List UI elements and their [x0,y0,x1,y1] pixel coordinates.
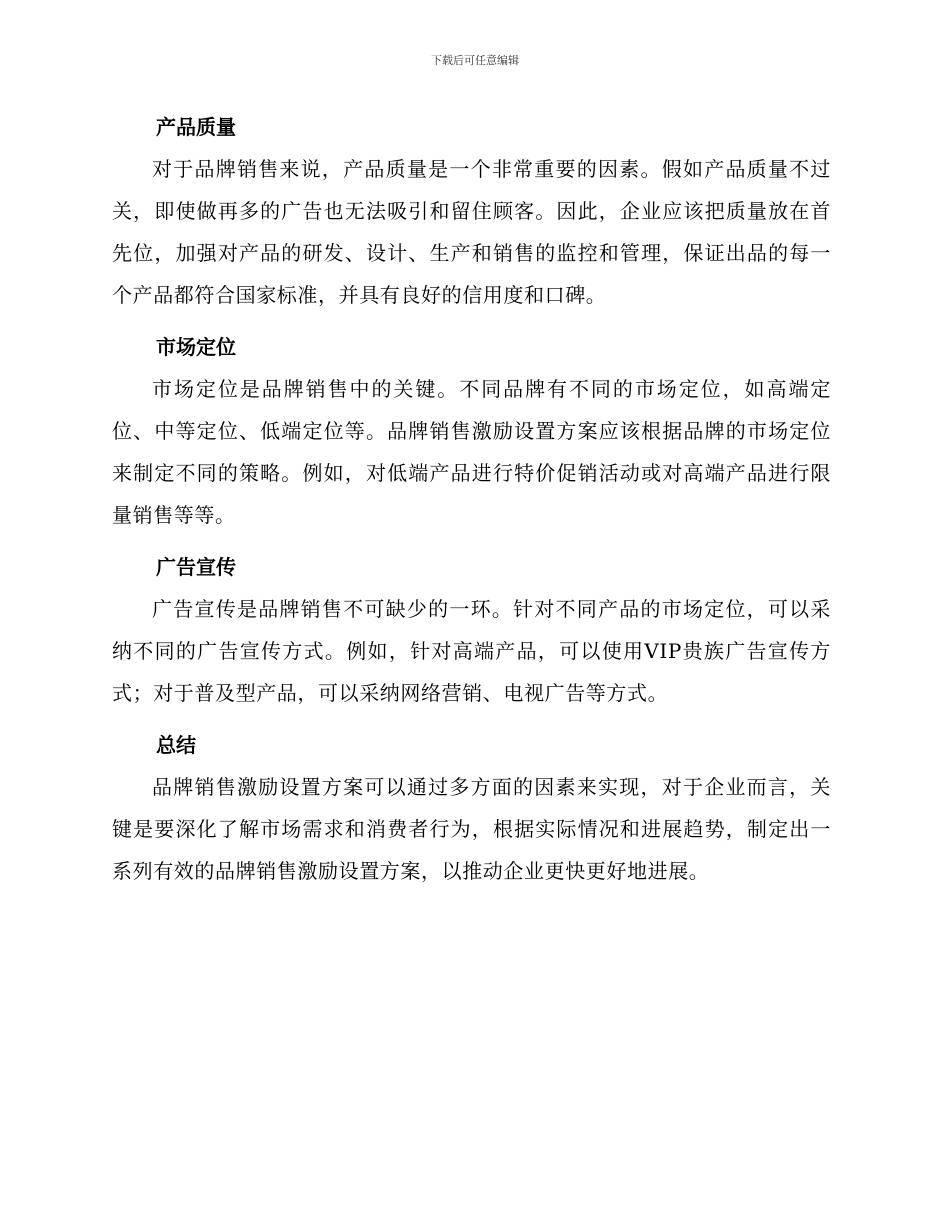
section-heading: 市场定位 [156,335,236,359]
section-heading: 总结 [156,733,196,757]
section-advertising [112,546,831,714]
section-paragraph: 市场定位是品牌销售中的关键。不同品牌有不同的市场定位，如高端定位、中等定位、低端定位等。品牌销售激励设置方案应该根据品牌的市场定位来制定不同的策略。例如，对低端产品进行特价促销活动或对高端产品进行限量销售等等。 [112,377,831,527]
section-heading: 广告宣传 [156,555,236,579]
section-market-positioning [112,326,831,536]
section-summary [112,724,831,892]
section-product-quality [112,106,831,316]
section-paragraph: 广告宣传是品牌销售不可缺少的一环。针对不同产品的市场定位，可以采纳不同的广告宣传方式。例如，针对高端产品，可以使用VIP贵族广告宣传方式；对于普及型产品，可以采纳网络营销、电视广告等方式。 [112,597,831,705]
page-header: 下载后可任意编辑 [431,54,519,67]
section-heading: 产品质量 [156,115,236,139]
section-paragraph: 品牌销售激励设置方案可以通过多方面的因素来实现，对于企业而言，关键是要深化了解市场需求和消费者行为，根据实际情况和进展趋势，制定出一系列有效的品牌销售激励设置方案，以推动企业更快更好地进展。 [112,775,831,883]
section-paragraph: 对于品牌销售来说，产品质量是一个非常重要的因素。假如产品质量不过关，即使做再多的广告也无法吸引和留住顾客。因此，企业应该把质量放在首先位，加强对产品的研发、设计、生产和销售的监控和管理，保证出品的每一个产品都符合国家标准，并具有良好的信用度和口碑。 [112,157,831,307]
document-body [112,106,831,902]
